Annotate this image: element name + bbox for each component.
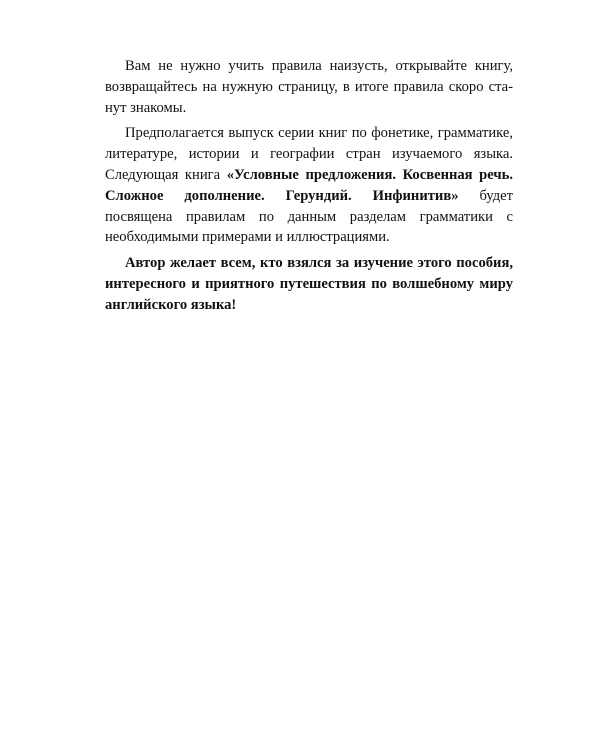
body-text [105,56,513,316]
paragraph-usage-advice [105,56,513,118]
closing-text: Автор желает всем, кто взялся за изучение этого пособия, интересного и приятного путешествия по волшебному миру английского языка! [105,255,513,313]
author-closing-wish [105,253,513,315]
next-book-title: «Условные предложения. Косвенная речь. Сложное дополнение. Герундий. Инфинитив» [105,166,513,204]
paragraph-text-after: будет посвящена правилам по данным разделам грамматики с необходимыми примерами и иллюстрациями. [105,187,513,246]
paragraph-series-plan [105,123,513,248]
paragraph-text: Вам не нужно учить правила наизусть, открывайте книгу, возвращайтесь на нужную страницу, в итоге правила скоро ста-нут знакомы. [105,58,513,116]
paragraph-text-before: Предполагается выпуск серии книг по фонетике, грамматике, литературе, истории и географии стран изучаемого языка. Следующая книга [105,125,513,183]
